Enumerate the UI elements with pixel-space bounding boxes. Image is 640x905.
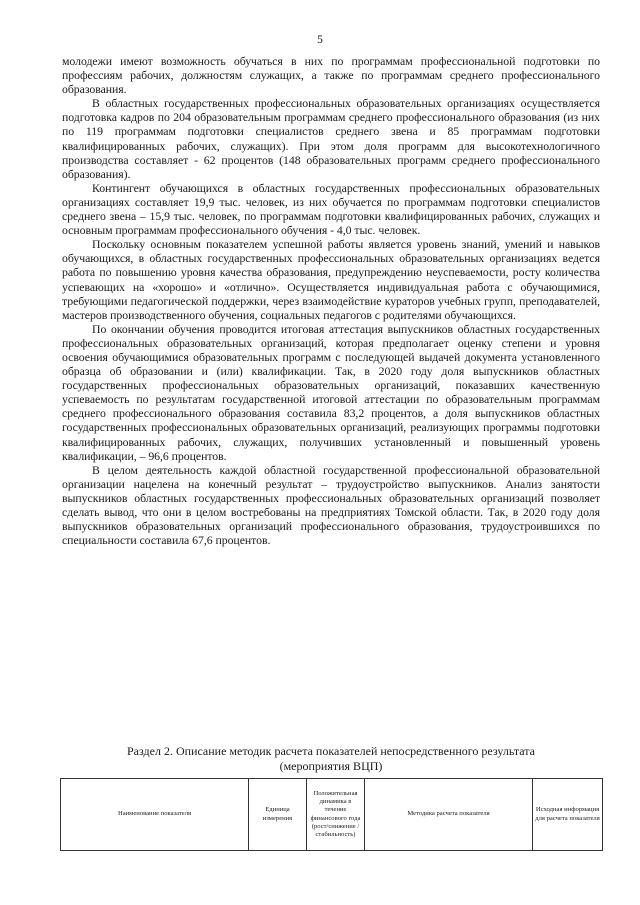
paragraph-2: В областных государственных профессиональных образовательных организациях осуществляется подготовка кадров по 204 образовательным программам среднего профессионального образования (из них по 119 программам подготовки специалистов среднего звена и 85 программам подготовки квалифицированных рабочих, служащих). При этом доля программ для высокотехнологичного производства составляет - 62 процентов (148 образовательных программ среднего профессионального образования). xyxy=(62,96,600,181)
header-indicator-name: Наименование показателя xyxy=(61,779,249,851)
paragraph-3: Контингент обучающихся в областных государственных профессиональных образовательных организациях составляет 19,9 тыс. человек, из них обучается по программам подготовки специалистов среднего звена – 15,9 тыс. человек, по программам подготовки квалифицированных рабочих, служащих и основным программам профессионального обучения - 4,0 тыс. человек. xyxy=(62,180,600,238)
section-title-line-1: Раздел 2. Описание методик расчета показателей непосредственного результата xyxy=(127,744,535,758)
indicators-table xyxy=(60,778,603,851)
header-dynamics: Положительная динамика в течение финансового года (рост/снижение /стабильность) xyxy=(307,779,365,851)
paragraph-1: молодежи имеют возможность обучаться в них по программам профессиональной подготовки по профессиям рабочих, должностям служащих, а также по программам среднего профессионального образования. xyxy=(62,54,600,97)
header-method: Методика расчета показателя xyxy=(365,779,533,851)
paragraph-6: В целом деятельность каждой областной государственной профессиональной образовательной организации нацелена на конечный результат – трудоустройство выпускников. Анализ занятости выпускников областных государственных профессиональных образовательных организаций позволяет сделать вывод, что они в целом востребованы на предприятиях Томской области. Так, в 2020 году доля выпускников образовательных организаций профессионального образования, трудоустроившихся по специальности составила 67,6 процентов. xyxy=(62,462,600,548)
paragraph-4: Поскольку основным показателем успешной работы является уровень знаний, умений и навыков обучающихся, в областных государственных профессиональных образовательных организациях ведется работа по повышению уровня качества образования, предупреждению неуспеваемости, росту количества успевающих на «хорошо» и «отлично». Осуществляется индивидуальная работа с обучающимися, требующими педагогической поддержки, через взаимодействие кураторов учебных групп, преподавателей, мастеров производственного обучения, социальных педагогов с родителями обучающихся. xyxy=(62,237,600,322)
header-source-info: Исходная информация для расчета показателя xyxy=(533,779,603,851)
section-title xyxy=(62,744,600,773)
header-unit: Единица измерения xyxy=(249,779,307,851)
body-text xyxy=(62,54,600,547)
page-number: 5 xyxy=(317,34,323,46)
table-header-row xyxy=(61,779,603,851)
section-title-line-2: (мероприятия ВЦП) xyxy=(279,758,383,773)
paragraph-5: По окончании обучения проводится итоговая аттестация выпускников областных государственных профессиональных образовательных организаций, которая предполагает оценку степени и уровня освоения обучающимися образовательных программ с последующей выдачей документа установленного образца об образовании и (или) квалификации. Так, в 2020 году доля выпускников областных государственных профессиональных образовательных организаций, показавших качественную успеваемость по результатам государственной итоговой аттестации по образовательным программам среднего профессионального образования составила 83,2 процентов, а доля выпускников областных государственных профессиональных образовательных организаций, реализующих программы подготовки квалифицированных рабочих, служащих, получивших установленный и повышенный уровень квалификации, – 96,6 процентов. xyxy=(62,321,600,463)
